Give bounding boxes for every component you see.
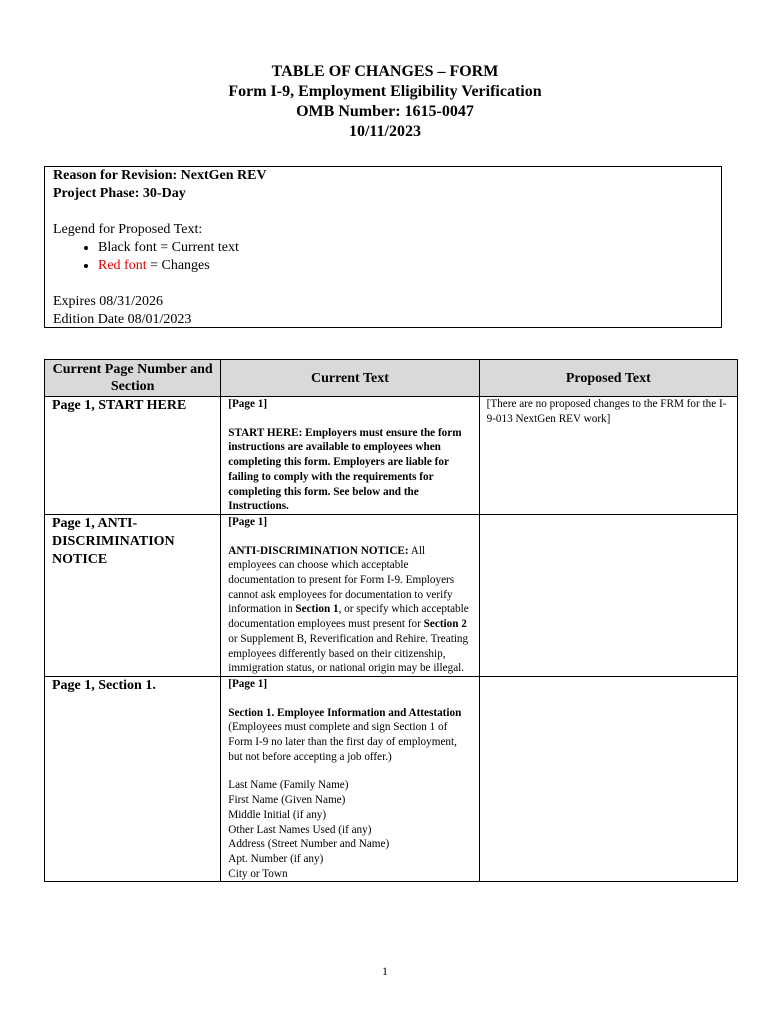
field-middle-initial: Middle Initial (if any)	[228, 808, 327, 821]
start-here-text: START HERE: Employers must ensure the form instructions are available to employees when completing this form. Employers are liable for failing to comply with the requirements for completing this form. See below and the Instructions.	[228, 426, 462, 513]
row-section: Page 1, Section 1.	[45, 676, 221, 881]
field-address: Address (Street Number and Name)	[228, 838, 390, 851]
reason-for-revision: Reason for Revision: NextGen REV	[53, 168, 267, 183]
section1-instructions: (Employees must complete and sign Section 1 of Form I-9 no later than the first day of employment, but not before accepting a job offer.)	[228, 721, 457, 763]
header-current-text: Current Text	[221, 360, 479, 397]
notice-body-3: or Supplement B, Reverification and Rehire. Treating employees differently based on their citizenship, immigration status, or national origin may be illegal.	[228, 632, 469, 675]
field-city: City or Town	[228, 867, 288, 880]
table-header-row	[45, 360, 738, 397]
row-proposed-text: [There are no proposed changes to the FRM for the I-9-013 NextGen REV work]	[479, 397, 737, 515]
table-row	[45, 397, 738, 515]
table-row	[45, 676, 738, 881]
notice-heading: ANTI-DISCRIMINATION NOTICE:	[228, 544, 409, 557]
header-current-page: Current Page Number and Section	[45, 360, 221, 397]
row-section: Page 1, ANTI-DISCRIMINATION NOTICE	[45, 514, 221, 676]
notice-body-2: , or specify which acceptable documentation employees must present for	[228, 603, 469, 631]
project-phase: Project Phase: 30-Day	[53, 186, 186, 201]
anti-discrimination-text	[228, 544, 471, 676]
row-proposed-text	[479, 514, 737, 676]
row-page-label: [Page 1]	[228, 398, 268, 410]
field-apt-number: Apt. Number (if any)	[228, 852, 324, 865]
legend-red-label: Red font	[98, 258, 147, 273]
title-line-4: 10/11/2023	[348, 123, 421, 140]
page-number: 1	[382, 964, 388, 978]
legend-red-item	[98, 257, 713, 275]
legend-list	[53, 239, 713, 275]
table-row	[45, 514, 738, 676]
revision-info-box	[44, 166, 722, 328]
row-current-text	[221, 676, 479, 881]
row-current-text	[221, 397, 479, 515]
section1-intro	[228, 706, 471, 765]
legend-black-item: • Black font = Current text	[98, 239, 713, 257]
row-section: Page 1, START HERE	[45, 397, 221, 515]
row-page-label: [Page 1]	[228, 677, 268, 690]
field-first-name: First Name (Given Name)	[228, 794, 346, 807]
title-line-2: Form I-9, Employment Eligibility Verification	[228, 83, 542, 100]
expires-date: Expires 08/31/2026	[53, 294, 164, 309]
title-line-3: OMB Number: 1615-0047	[296, 103, 474, 120]
notice-body-1: All employees can choose which acceptable documentation to present for Form I-9. Employers cannot ask employees for documentation to verify information in	[228, 544, 455, 616]
field-other-last-names: Other Last Names Used (if any)	[228, 823, 372, 836]
title-line-1: TABLE OF CHANGES – FORM	[271, 63, 499, 80]
field-last-name: Last Name (Family Name)	[228, 779, 349, 792]
notice-section-2: Section 2	[423, 618, 467, 631]
section1-field-list	[228, 778, 471, 881]
changes-table	[44, 359, 738, 882]
legend-red-rest: = Changes	[146, 258, 210, 273]
document-title	[0, 62, 770, 142]
legend-title: Legend for Proposed Text:	[53, 222, 203, 237]
row-current-text	[221, 514, 479, 676]
row-page-label: [Page 1]	[228, 515, 268, 528]
section1-heading: Section 1. Employee Information and Attestation	[228, 706, 462, 719]
row-proposed-text	[479, 676, 737, 881]
edition-date: Edition Date 08/01/2023	[53, 312, 192, 327]
header-proposed-text: Proposed Text	[479, 360, 737, 397]
notice-section-1: Section 1	[295, 603, 339, 616]
